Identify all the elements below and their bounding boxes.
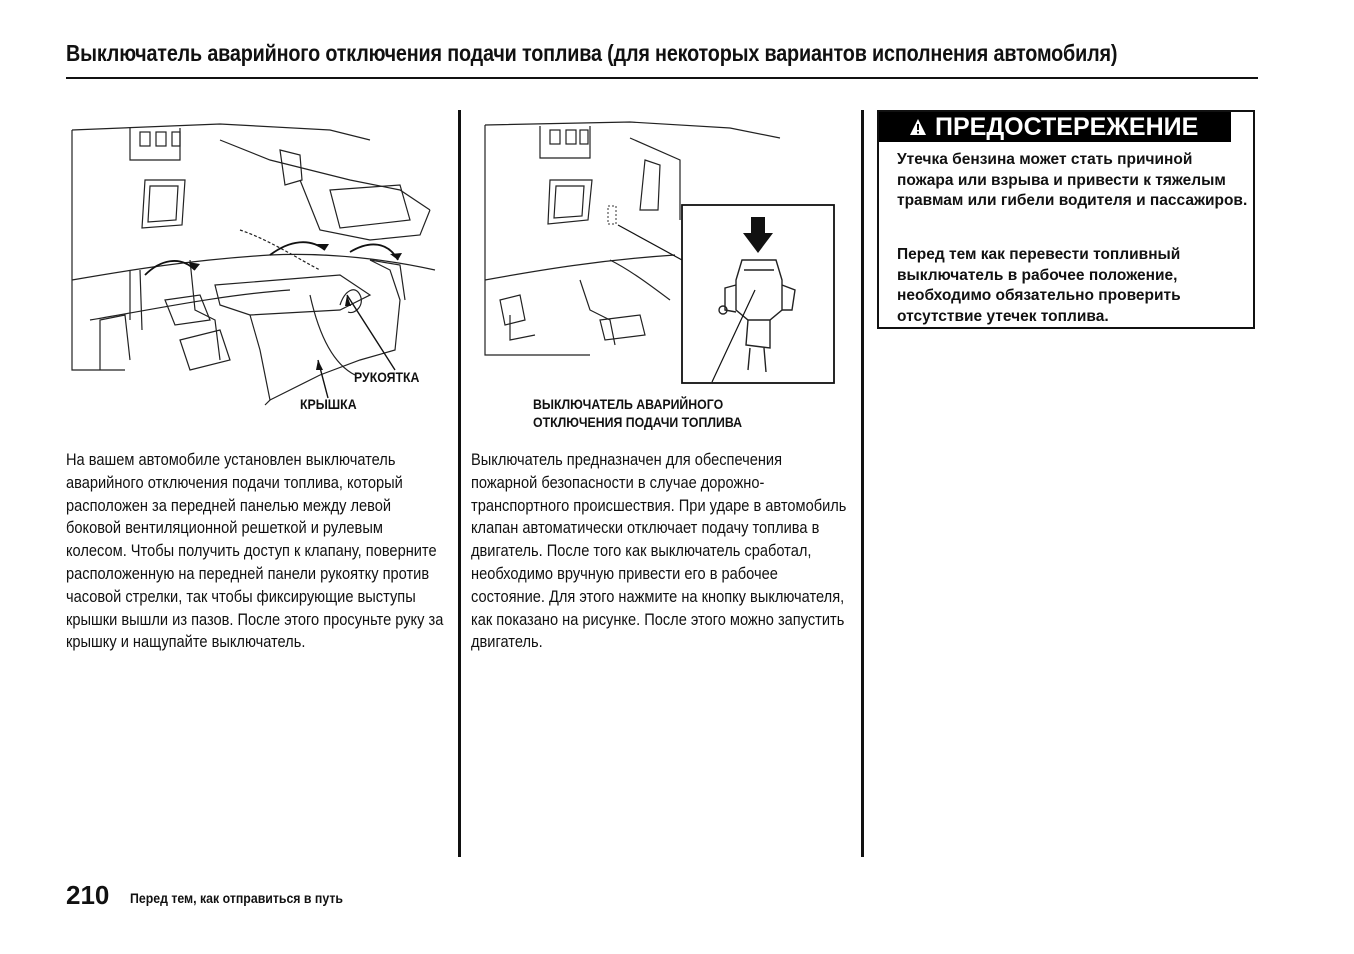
title-divider	[66, 77, 1258, 79]
warning-box	[877, 110, 1255, 329]
label-cover: КРЫШКА	[300, 396, 357, 412]
warning-header	[879, 112, 1231, 142]
column-divider-left	[458, 110, 461, 857]
section-name: Перед тем, как отправиться в путь	[130, 890, 343, 906]
page-title: Выключатель аварийного отключения подачи топлива (для некоторых вариантов исполнения автомобиля)	[66, 40, 1118, 66]
label-fuel-switch	[533, 396, 742, 430]
label-fuel-switch-line1: ВЫКЛЮЧАТЕЛЬ АВАРИЙНОГО	[533, 396, 724, 412]
column-divider-right	[861, 110, 864, 857]
label-handle: РУКОЯТКА	[354, 369, 420, 385]
warning-triangle-icon	[909, 118, 927, 136]
label-fuel-switch-line2: ОТКЛЮЧЕНИЯ ПОДАЧИ ТОПЛИВА	[533, 414, 743, 430]
warning-heading: ПРЕДОСТЕРЕЖЕНИЕ	[935, 113, 1199, 141]
middle-body-paragraph: Выключатель предназначен для обеспечения пожарной безопасности в случае дорожно-транспортного происшествия. При ударе в автомобиль клапан автоматически отключает подачу топлива в двигатель. После того как выключатель сработал, необходимо вручную привести его в рабочее состояние. Для этого нажмите на кнопку выключателя, как показано на рисунке. После этого можно запустить двигатель.	[471, 450, 847, 652]
warning-paragraph-2: Перед тем как перевести топливный выключатель в рабочее положение, необходимо обязательно проверить отсутствие утечек топлива.	[897, 246, 1181, 325]
page-number: 210	[66, 880, 110, 910]
warning-paragraph-1: Утечка бензина может стать причиной пожара или взрыва и привести к тяжелым травмам или гибели водителя и пассажиров.	[897, 151, 1248, 209]
left-body-paragraph: На вашем автомобиле установлен выключатель аварийного отключения подачи топлива, который расположен за передней панелью между левой боковой вентиляционной решеткой и рулевым колесом. Чтобы получить доступ к клапану, поверните расположенную на передней панели рукоятку против часовой стрелки, так чтобы фиксирующие выступы крышки вышли из пазов. После этого просуньте руку за крышку и нащупайте выключатель.	[66, 450, 444, 652]
fuel-switch-illustration	[480, 120, 840, 385]
figure-fuel-cutoff-switch	[480, 120, 840, 385]
